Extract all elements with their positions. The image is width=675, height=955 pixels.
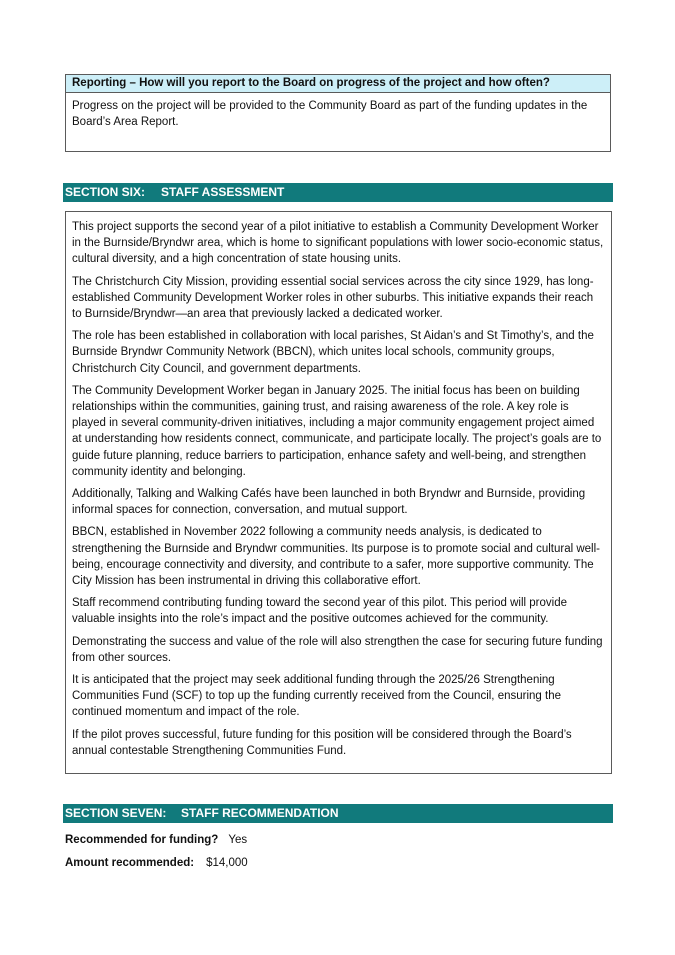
reporting-box — [65, 74, 611, 152]
assessment-paragraph: The Community Development Worker began in January 2025. The initial focus has been on building relationships within the communities, gaining trust, and raising awareness of the role. A key role is played in several community-driven initiatives, including a major community engagement project aimed at understanding how residents connect, communicate, and participate locally. The project’s goals are to guide future planning, reduce barriers to participation, enhance safety and well-being, and strengthen community identity and belonging. — [72, 384, 602, 478]
section-six-title: STAFF ASSESSMENT — [161, 185, 285, 199]
assessment-paragraph: Staff recommend contributing funding toward the second year of this pilot. This period will provide valuable insights into the role’s impact and the positive outcomes achieved for the community. — [72, 597, 567, 626]
section-seven-title: STAFF RECOMMENDATION — [181, 806, 339, 820]
assessment-paragraph: If the pilot proves successful, future funding for this position will be considered through the Board’s annual contestable Strengthening Communities Fund. — [72, 728, 572, 757]
amount-label: Amount recommended: — [65, 857, 195, 869]
assessment-paragraph: Additionally, Talking and Walking Cafés have been launched in both Bryndwr and Burnside, providing informal spaces for connection, conversation, and mutual support. — [72, 488, 586, 517]
assessment-paragraph: Demonstrating the success and value of the role will also strengthen the case for securing future funding from other sources. — [72, 635, 603, 664]
section-six-header — [63, 183, 613, 202]
reporting-heading: Reporting – How will you report to the Board on progress of the project and how often? — [66, 75, 610, 93]
amount-value: $14,000 — [206, 857, 248, 869]
reporting-answer: Progress on the project will be provided to the Community Board as part of the funding updates in the Board’s Area Report. — [72, 100, 588, 128]
recommended-label: Recommended for funding? — [65, 834, 219, 846]
staff-assessment-box — [65, 211, 612, 774]
assessment-paragraph: It is anticipated that the project may seek additional funding through the 2025/26 Strengthening Communities Fund (SCF) to top up the funding currently received from the Council, ensuring the continued momentum and impact of the role. — [72, 674, 561, 719]
assessment-paragraph: The Christchurch City Mission, providing essential social services across the city since 1929, has long-established Community Development Worker roles in other suburbs. This initiative expands their reach to Burnside/Bryndwr—an area that previously lacked a dedicated worker. — [72, 275, 594, 321]
section-seven-number: SECTION SEVEN: — [65, 806, 167, 820]
assessment-paragraph: This project supports the second year of a pilot initiative to establish a Community Development Worker in the Burnside/Bryndwr area, which is home to significant populations with lower socio-economic status, cultural diversity, and a high concentration of state housing units. — [72, 221, 604, 266]
assessment-paragraph: BBCN, established in November 2022 following a community needs analysis, is dedicated to strengthening the Burnside and Bryndwr communities. Its purpose is to promote social and cultural well-being, encourage connectivity and diversity, and contribute to a safer, more supportive community. The City Mission has been instrumental in driving this collaborative effort. — [72, 526, 600, 588]
recommended-for-funding-row — [65, 832, 247, 848]
recommended-value: Yes — [228, 834, 248, 846]
assessment-paragraph: The role has been established in collaboration with local parishes, St Aidan’s and St Timothy’s, and the Burnside Bryndwr Community Network (BBCN), which unites local schools, community groups, Christchurch City Council, and government departments. — [72, 330, 594, 375]
section-seven-header — [63, 804, 613, 823]
amount-recommended-row — [65, 855, 248, 871]
section-six-number: SECTION SIX: — [65, 185, 146, 199]
